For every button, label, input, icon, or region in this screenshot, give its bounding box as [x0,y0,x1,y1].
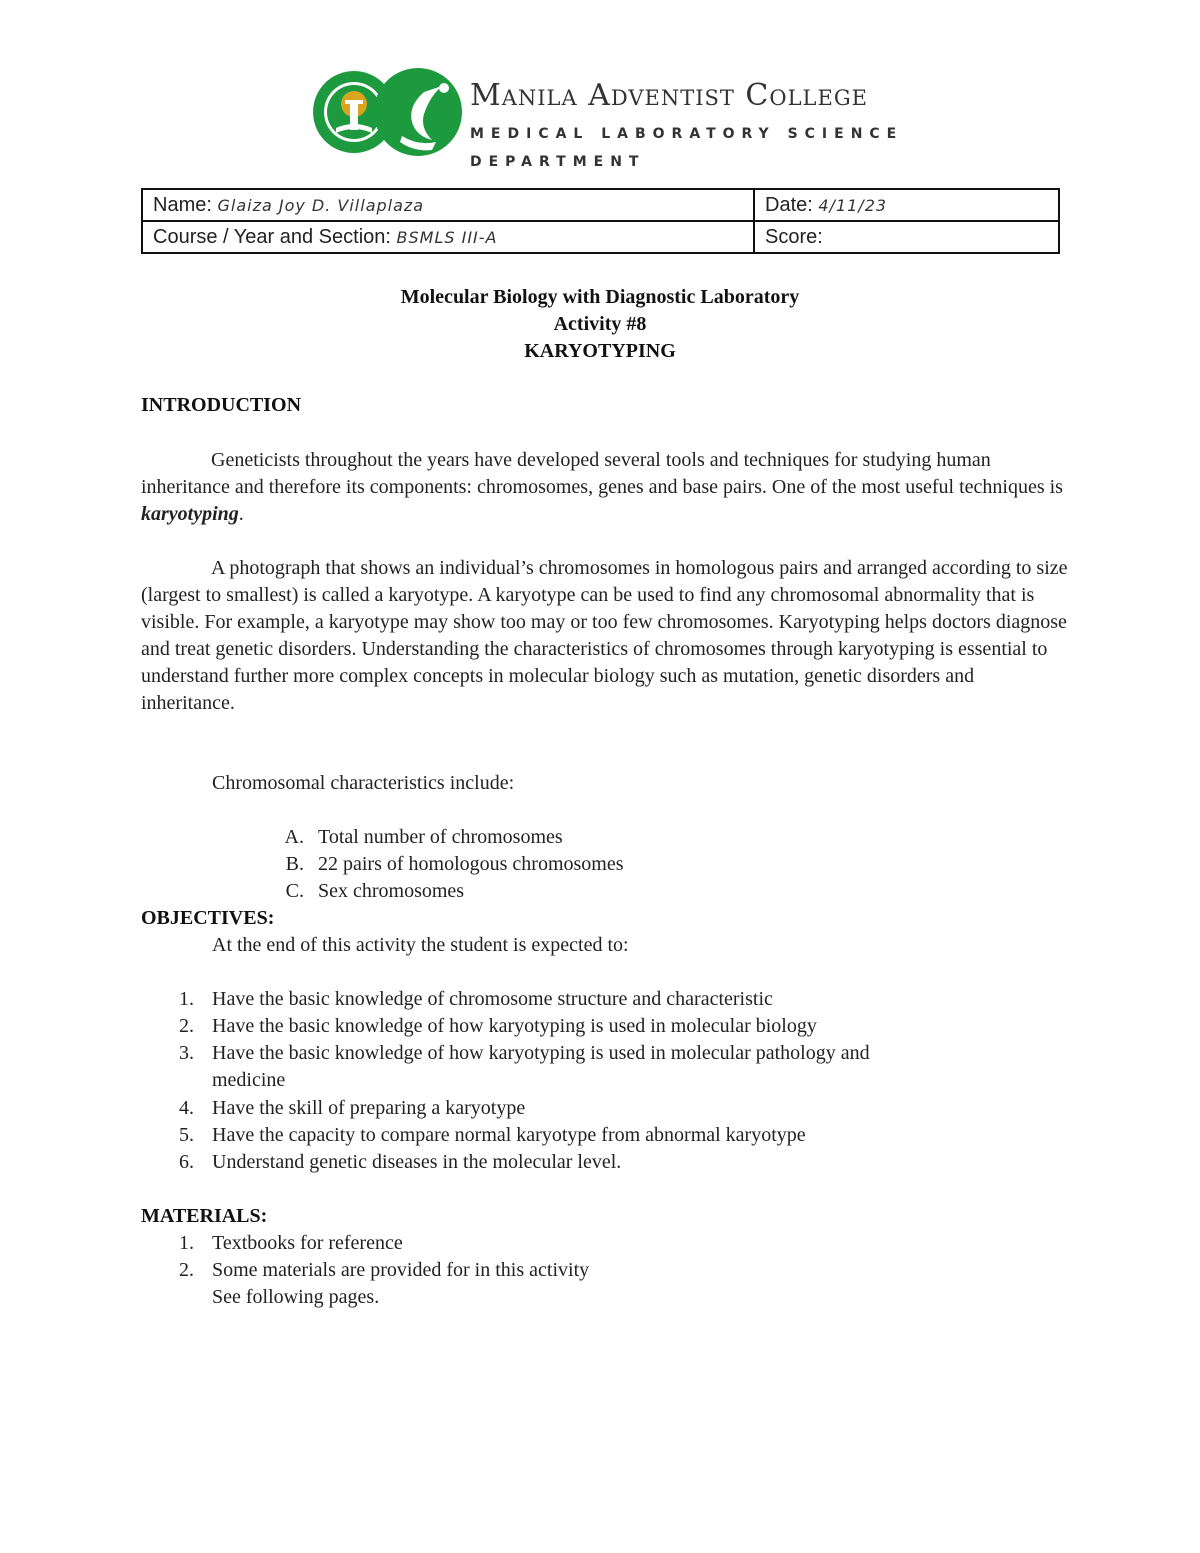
list-text: Total number of chromosomes [318,826,563,848]
activity-number: Activity #8 [553,313,647,335]
list-marker: 6. [179,1151,194,1173]
list-text: 22 pairs of homologous chromosomes [318,853,624,875]
list-text: Have the basic knowledge of how karyotyping is used in molecular pathology and [212,1042,870,1064]
activity-title: KARYOTYPING [524,340,676,362]
list-text: Some materials are provided for in this activity [212,1259,590,1281]
list-text: Textbooks for reference [212,1232,403,1254]
list-text: Have the capacity to compare normal karyotype from abnormal karyotype [212,1124,806,1146]
course-value: BSMLS III-A [396,227,498,247]
course-cell [142,221,754,253]
intro-paragraph-1 [141,447,1071,528]
list-text-continued: medicine [212,1069,286,1091]
materials-heading: MATERIALS: [141,1205,268,1227]
list-text: Have the basic knowledge of how karyotyping is used in molecular biology [212,1015,817,1037]
list-text-continued: See following pages. [212,1286,380,1308]
intro-p1-end: . [238,503,244,525]
letterhead [312,66,904,176]
name-label: Name: [153,193,212,216]
intro-p1-emphasis: karyotyping [141,503,239,525]
college-name: Manila Adventist College [470,78,868,113]
student-info-table [141,188,1060,254]
intro-paragraph-2: A photograph that shows an individual’s chromosomes in homologous pairs and arranged according to size (largest to smallest) is called a karyotype. A karyotype can be used to find any chromosomal abnormality that is visible. For example, a karyotype may show too may or too few chromosomes. Karyotyping helps doctors diagnose and treat genetic disorders. Understanding the characteristics of chromosomes through karyotyping is essential to understand further more complex concepts in molecular biology such as mutation, genetic disorders and inheritance. [141,557,1068,714]
list-text: Understand genetic diseases in the molecular level. [212,1151,622,1173]
department-line-1: MEDICAL LABORATORY SCIENCE [470,126,904,142]
info-row-name [142,189,1059,221]
list-text: Have the skill of preparing a karyotype [212,1097,526,1119]
list-text: Sex chromosomes [318,880,465,902]
score-label: Score: [765,225,823,248]
intro-p1-text: Geneticists throughout the years have developed several tools and techniques for studying human inheritance and therefore its components: chromosomes, genes and base pairs. One of the most useful techniques is [141,449,1063,498]
score-cell [754,221,1059,253]
list-marker: C. [285,880,304,902]
list-marker: 2. [179,1259,194,1281]
name-cell [142,189,754,221]
course-title: Molecular Biology with Diagnostic Laboratory [400,286,800,308]
introduction-heading: INTRODUCTION [141,394,302,416]
objectives-intro: At the end of this activity the student is expected to: [212,934,629,956]
list-text: Have the basic knowledge of chromosome structure and characteristic [212,988,773,1010]
course-label: Course / Year and Section: [153,225,391,248]
list-marker: B. [285,853,304,875]
objectives-heading: OBJECTIVES: [141,907,275,929]
date-cell [754,189,1059,221]
department-line-2: DEPARTMENT [470,154,646,170]
name-value: Glaiza Joy D. Villaplaza [217,195,425,215]
date-value: 4/11/23 [818,195,888,215]
characteristics-intro: Chromosomal characteristics include: [212,772,515,794]
department-logo-icon [372,66,464,158]
list-marker: A. [284,826,304,848]
date-label: Date: [765,193,813,216]
list-marker: 5. [179,1124,194,1146]
list-marker: 2. [179,1015,194,1037]
list-marker: 1. [179,1232,194,1254]
list-marker: 3. [179,1042,194,1064]
list-marker: 1. [179,988,194,1010]
list-marker: 4. [179,1097,194,1119]
info-row-course [142,221,1059,253]
